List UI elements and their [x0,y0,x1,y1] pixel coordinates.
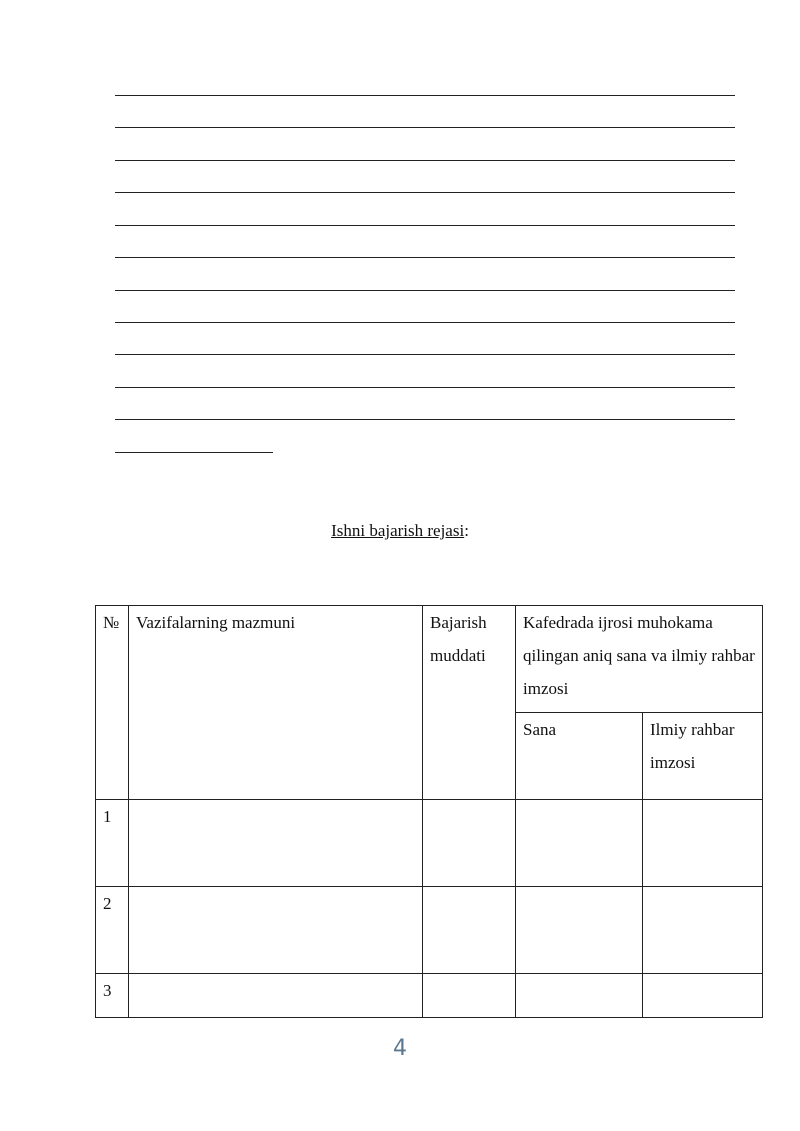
cell-deadline[interactable] [423,887,516,974]
header-deadline: Bajarish muddati [423,606,516,800]
writing-line [115,387,735,388]
writing-line [115,452,273,453]
cell-content[interactable] [129,887,423,974]
writing-line [115,419,735,420]
cell-deadline[interactable] [423,800,516,887]
writing-line [115,257,735,258]
cell-content[interactable] [129,800,423,887]
writing-line [115,95,735,96]
writing-line [115,225,735,226]
writing-line [115,192,735,193]
page-number: 4 [393,1036,407,1061]
section-title [0,521,800,541]
writing-line [115,354,735,355]
header-content: Vazifalarning mazmuni [129,606,423,800]
writing-line [115,322,735,323]
cell-signature[interactable] [643,887,763,974]
row-number: 3 [96,974,129,1018]
header-signature: Ilmiy rahbar imzosi [643,713,763,800]
cell-deadline[interactable] [423,974,516,1018]
header-number: № [96,606,129,800]
cell-date[interactable] [516,800,643,887]
work-plan-table [95,605,763,1018]
table-header-row [96,606,763,713]
table-row [96,800,763,887]
writing-line [115,160,735,161]
table-row [96,887,763,974]
cell-signature[interactable] [643,800,763,887]
row-number: 2 [96,887,129,974]
header-date: Sana [516,713,643,800]
cell-signature[interactable] [643,974,763,1018]
section-title-suffix: : [464,521,469,540]
section-title-text: Ishni bajarish rejasi [331,521,465,540]
writing-line [115,290,735,291]
row-number: 1 [96,800,129,887]
header-discussion: Kafedrada ijrosi muhokama qilingan aniq sana va ilmiy rahbar imzosi [516,606,763,713]
cell-content[interactable] [129,974,423,1018]
cell-date[interactable] [516,887,643,974]
table-row [96,974,763,1018]
writing-line [115,127,735,128]
cell-date[interactable] [516,974,643,1018]
